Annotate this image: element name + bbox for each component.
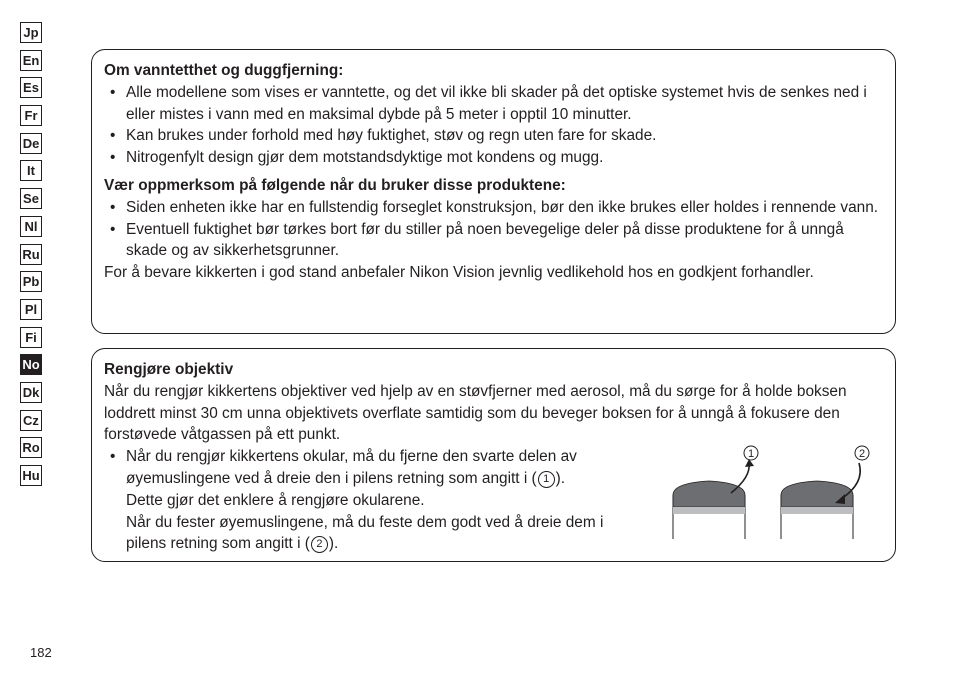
caution-bullet-list: [104, 197, 883, 262]
list-item: • Alle modellene som vises er vanntette, og det vil ikke bli skader på det optiske systemet hvis de senkes ned i eller mistes i vann med en maksimal dybde på 5 meter i opptil 10 minutter.: [104, 82, 883, 126]
language-tab-it[interactable]: It: [20, 160, 42, 181]
eyepiece-1: [673, 459, 754, 539]
caution-heading: Vær oppmerksom på følgende når du bruker disse produktene:: [104, 176, 566, 194]
language-tab-es[interactable]: Es: [20, 77, 42, 98]
list-item: • Kan brukes under forhold med høy fuktighet, støv og regn uten fare for skade.: [104, 125, 883, 147]
cleaning-text-part2: ).: [555, 469, 566, 487]
cleaning-intro: Når du rengjør kikkertens objektiver ved hjelp av en støvfjerner med aerosol, må du sørge for å holde boksen loddrett minst 30 cm unna objektivets overflate samtidig som du beveger boksen for å unngå å fokusere den forstøvede våtgassen på ett punkt.: [104, 382, 847, 444]
list-item: • Eventuell fuktighet bør tørkes bort før du stiller på noen bevegelige deler på disse produktene for å unngå skade og av sikkerhetsgrunner.: [104, 219, 883, 263]
figure-label-2: 2: [858, 448, 866, 460]
language-tab-dk[interactable]: Dk: [20, 382, 42, 403]
cleaning-text-line3: Når du fester øyemuslingene, må du feste dem godt ved å dreie dem i pilens retning som angitt i (: [126, 513, 604, 553]
eyecup-ring-1: [673, 507, 745, 514]
eyepiece-2: [781, 463, 860, 539]
language-tabs: [20, 22, 44, 493]
circled-ref-2: 2: [311, 536, 328, 553]
eyecup-rubber-1: [673, 481, 745, 507]
language-tab-jp[interactable]: Jp: [20, 22, 42, 43]
language-tab-hu[interactable]: Hu: [20, 465, 42, 486]
page-number: 182: [30, 645, 52, 660]
lens-cleaning-box: [91, 348, 896, 562]
eyecup-diagram: [669, 443, 889, 543]
language-tab-ro[interactable]: Ro: [20, 437, 42, 458]
language-tab-fr[interactable]: Fr: [20, 105, 42, 126]
eyecup-ring-2: [781, 507, 853, 514]
cleaning-text-part1: Når du rengjør kikkertens okular, må du fjerne den svarte delen av øyemuslingene ved å dreie den i pilens retning som angitt i (: [126, 448, 577, 487]
list-item: • Siden enheten ikke har en fullstendig forseglet konstruksjon, bør den ikke brukes eller holdes i rennende vann.: [104, 197, 883, 219]
waterproof-info-box: [91, 49, 896, 334]
cleaning-text-line2: Dette gjør det enklere å rengjøre okularene.: [126, 491, 425, 509]
cleaning-heading: Rengjøre objektiv: [104, 361, 234, 378]
cleaning-text-line3-end: ).: [328, 535, 339, 553]
list-item: • Nitrogenfylt design gjør dem motstandsdyktige mot kondens og mugg.: [104, 147, 883, 169]
waterproof-heading: Om vanntetthet og duggfjerning:: [104, 62, 344, 79]
language-tab-pb[interactable]: Pb: [20, 271, 42, 292]
waterproof-bullet-list: [104, 82, 883, 169]
language-tab-fi[interactable]: Fi: [20, 327, 42, 348]
figure-label-1: 1: [747, 448, 755, 460]
language-tab-pl[interactable]: Pl: [20, 299, 42, 320]
language-tab-de[interactable]: De: [20, 133, 42, 154]
eyecup-illustration: [669, 443, 889, 543]
language-tab-nl[interactable]: Nl: [20, 216, 42, 237]
language-tab-en[interactable]: En: [20, 50, 42, 71]
list-item: [104, 446, 646, 555]
language-tab-cz[interactable]: Cz: [20, 410, 42, 431]
circled-ref-1: 1: [538, 471, 555, 488]
maintenance-note: For å bevare kikkerten i god stand anbefaler Nikon Vision jevnlig vedlikehold hos en godkjent forhandler.: [104, 264, 814, 282]
language-tab-no[interactable]: No: [20, 354, 42, 375]
language-tab-ru[interactable]: Ru: [20, 244, 42, 265]
language-tab-se[interactable]: Se: [20, 188, 42, 209]
